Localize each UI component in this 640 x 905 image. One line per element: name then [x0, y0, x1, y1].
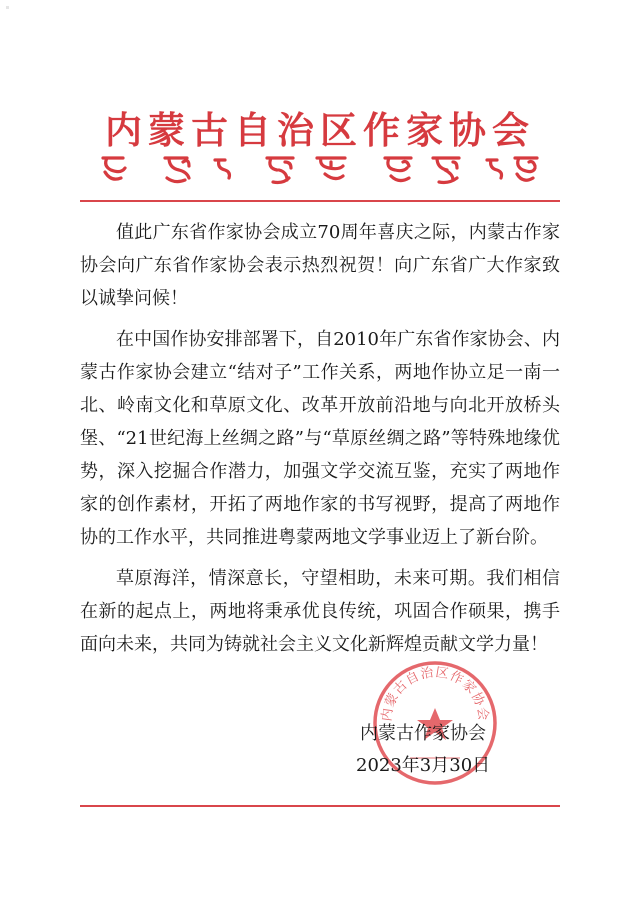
scan-mark: [6, 6, 9, 9]
svg-text:内蒙古自治区作家协会: 内蒙古自治区作家协会: [379, 665, 491, 723]
letterhead-title: 内蒙古自治区作家协会: [105, 109, 535, 152]
letter-paragraph: 在中国作协安排部署下，自2010年广东省作家协会、内蒙古作家协会建立“结对子”工作关系，两地作协立足一南一北、岭南文化和草原文化、改革开放前沿地与向北开放桥头堡、“21世纪海上丝绸之路”与“草原丝绸之路”等特殊地缘优势，深入挖掘合作潜力，加强文学交流互鉴，充实了两地作家的创作素材，开拓了两地作家的书写视野，提高了两地作协的工作水平，共同推进粤蒙两地文学事业迈上了新台阶。: [80, 329, 560, 548]
letter-body: [80, 216, 560, 669]
footer-divider: [80, 805, 560, 807]
signature-organization: 内蒙古作家协会: [360, 723, 486, 744]
letter-paragraph: 草原海洋，情深意长，守望相助，未来可期。我们相信在新的起点上，两地将秉承优良传统，巩固合作硕果，携手面向未来，共同为铸就社会主义文化新辉煌贡献文学力量！: [80, 568, 560, 655]
letter-paragraph: 值此广东省作家协会成立70周年喜庆之际，内蒙古作家协会向广东省作家协会表示热烈祝贺！向广东省广大作家致以诚挚问候！: [80, 222, 560, 309]
signature-date: 2023年3月30日: [356, 755, 491, 776]
mongolian-script-line: [95, 148, 545, 190]
signature-block: [356, 718, 491, 782]
letterhead-divider: [80, 200, 560, 202]
